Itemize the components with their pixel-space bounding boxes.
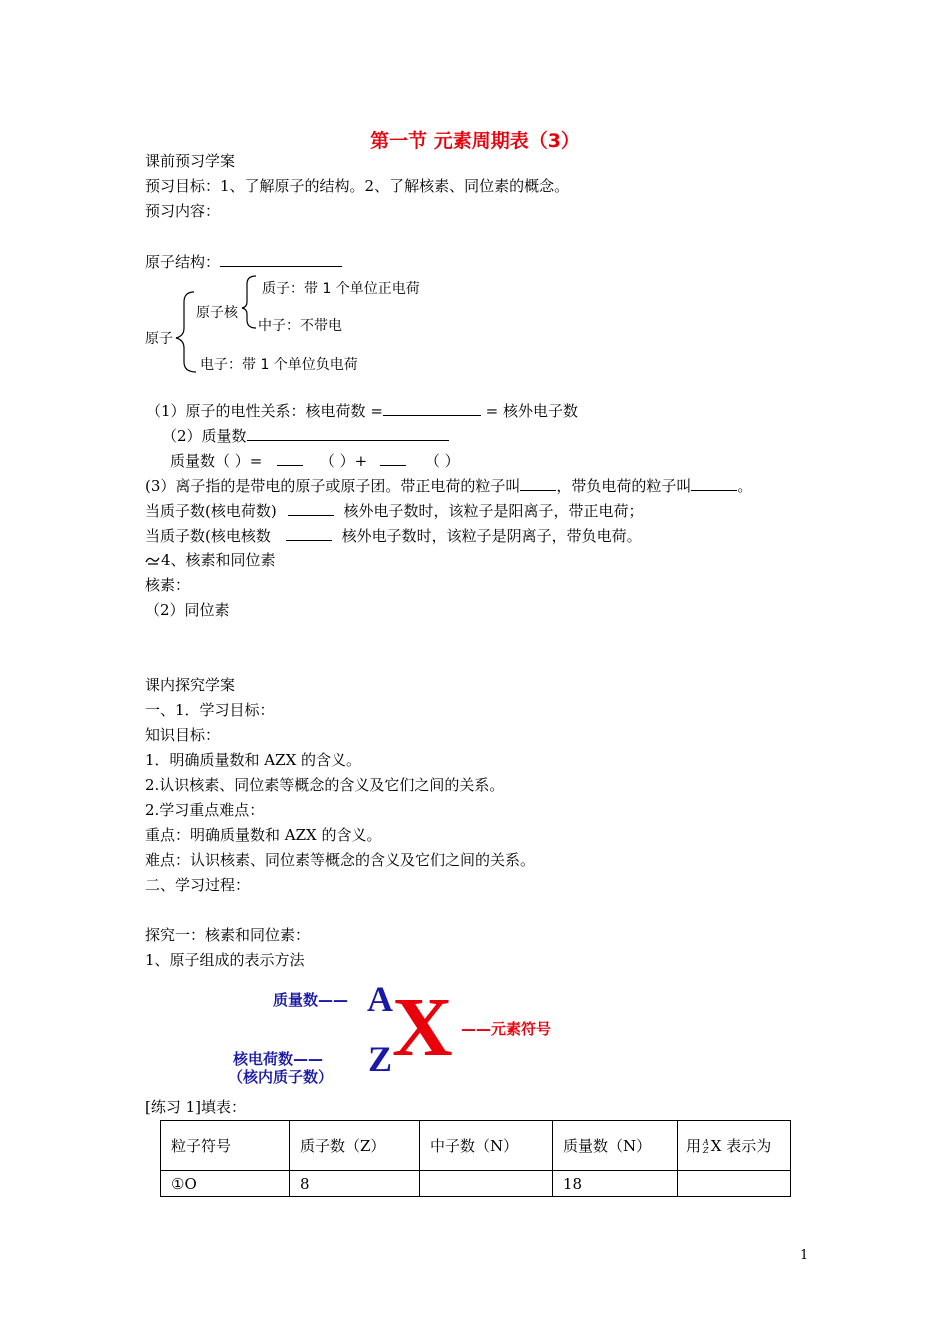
goal-heading: 一、1．学习目标： xyxy=(145,701,275,719)
q4-text-b: 核外电子数时，该粒子是阳离子，带正电荷； xyxy=(343,502,644,520)
table-cell: 8 xyxy=(290,1171,420,1197)
q4-line xyxy=(145,500,644,521)
table-row xyxy=(161,1171,791,1197)
explore-heading: 探究一：核素和同位素： xyxy=(145,926,311,944)
notation-sup: A xyxy=(703,1138,709,1147)
diagram-nucleus: 原子核 xyxy=(196,305,238,321)
formula-mass: 质量数（ ）= xyxy=(170,452,263,470)
table-cell: 18 xyxy=(553,1171,678,1197)
mass-number-symbol: A xyxy=(367,979,393,1019)
q2-text: （2）质量数 xyxy=(162,427,247,445)
q5-blank xyxy=(286,525,332,541)
knowledge-goal-1: 1．明确质量数和 AZX 的含义。 xyxy=(145,751,362,769)
q1-blank xyxy=(383,400,481,416)
q4-text-a: 当质子数(核电荷数) xyxy=(145,502,277,520)
q2-line xyxy=(162,425,449,446)
structure-line xyxy=(145,251,342,272)
table-header-cell: 粒子符号 xyxy=(161,1121,290,1171)
formula-blank-1 xyxy=(277,450,303,466)
formula-blank-2 xyxy=(380,450,406,466)
key-point: 重点：明确质量数和 AZX 的含义。 xyxy=(145,826,382,844)
mass-number-label: 质量数—— xyxy=(273,991,349,1009)
table-header-cell xyxy=(678,1121,791,1171)
q4-blank xyxy=(288,500,334,516)
q3-text-b: ，带负电荷的粒子叫 xyxy=(556,477,692,495)
table-cell xyxy=(678,1171,791,1197)
mass-formula-line xyxy=(170,450,460,471)
structure-blank xyxy=(220,251,342,267)
page-number: 1 xyxy=(800,1248,809,1263)
element-symbol: X xyxy=(392,981,453,1074)
preview-goals: 预习目标：1、了解原子的结构。2、了解核素、同位素的概念。 xyxy=(145,177,570,195)
q5-line xyxy=(145,525,642,546)
notation-sub: Z xyxy=(703,1146,709,1155)
pre-class-heading: 课前预习学案 xyxy=(145,152,236,170)
q6-text: 4、核素和同位素 xyxy=(161,551,276,569)
q3-line xyxy=(145,475,752,496)
diagram-neutron: 中子：不带电 xyxy=(258,318,342,334)
formula-end: （ ） xyxy=(424,452,460,470)
representation-heading: 1、原子组成的表示方法 xyxy=(145,951,305,969)
atomic-number-symbol: Z xyxy=(368,1039,393,1079)
q5-text-a: 当质子数(核电核数 xyxy=(145,527,271,545)
q1-line xyxy=(146,400,578,421)
table-cell xyxy=(420,1171,553,1197)
q6-line xyxy=(145,550,276,570)
diagram-electron: 电子：带 1 个单位负电荷 xyxy=(200,357,358,373)
q3-text-c: 。 xyxy=(737,477,753,495)
table-header-cell: 质子数（Z） xyxy=(290,1121,420,1171)
table-header-row xyxy=(161,1121,791,1171)
notation-header-prefix: 用 xyxy=(686,1137,702,1155)
table-cell: ①O xyxy=(161,1171,290,1197)
key-heading: 2.学习重点难点： xyxy=(145,801,265,819)
diagram-proton: 质子：带 1 个单位正电荷 xyxy=(262,281,420,297)
table-header-cell: 中子数（N） xyxy=(420,1121,553,1171)
nuclide-label: 核素： xyxy=(145,576,191,594)
knowledge-heading: 知识目标： xyxy=(145,726,221,744)
q5-text-b: 核外电子数时，该粒子是阴离子，带负电荷。 xyxy=(341,527,642,545)
nuclear-charge-label: 核电荷数—— xyxy=(233,1050,324,1068)
element-symbol-label: ——元素符号 xyxy=(461,1020,552,1038)
proton-count-label: （核内质子数） xyxy=(228,1068,334,1086)
preview-content-label: 预习内容： xyxy=(145,202,221,220)
q3-blank-1 xyxy=(520,475,556,491)
q3-text-a: (3）离子指的是带电的原子或原子团。带正电荷的粒子叫 xyxy=(145,477,521,495)
notation-header-suffix: X 表示为 xyxy=(710,1137,772,1155)
difficulty-point: 难点：认识核素、同位素等概念的含义及它们之间的关系。 xyxy=(145,851,536,869)
q2-blank xyxy=(247,425,449,441)
page-title: 第一节 元素周期表（3） xyxy=(370,130,580,152)
exercise-heading: [练习 1]填表： xyxy=(145,1098,247,1116)
q1-text-b: = 核外电子数 xyxy=(480,402,578,420)
diagram-atom: 原子 xyxy=(145,331,173,347)
in-class-heading: 课内探究学案 xyxy=(145,676,236,694)
scroll-bullet-icon xyxy=(145,554,161,566)
q3-blank-2 xyxy=(691,475,737,491)
table-header-cell: 质量数（N） xyxy=(553,1121,678,1171)
isotope-label: （2）同位素 xyxy=(145,601,230,619)
q1-text-a: （1）原子的电性关系：核电荷数 = xyxy=(146,402,383,420)
exercise-table xyxy=(160,1120,791,1197)
structure-label: 原子结构： xyxy=(145,253,221,271)
formula-plus: （ ）+ xyxy=(319,452,368,470)
knowledge-goal-2: 2.认识核素、同位素等概念的含义及它们之间的关系。 xyxy=(145,776,505,794)
notation-header-script xyxy=(703,1139,709,1155)
diagram-braces xyxy=(170,272,270,376)
process-heading: 二、学习过程： xyxy=(145,876,251,894)
